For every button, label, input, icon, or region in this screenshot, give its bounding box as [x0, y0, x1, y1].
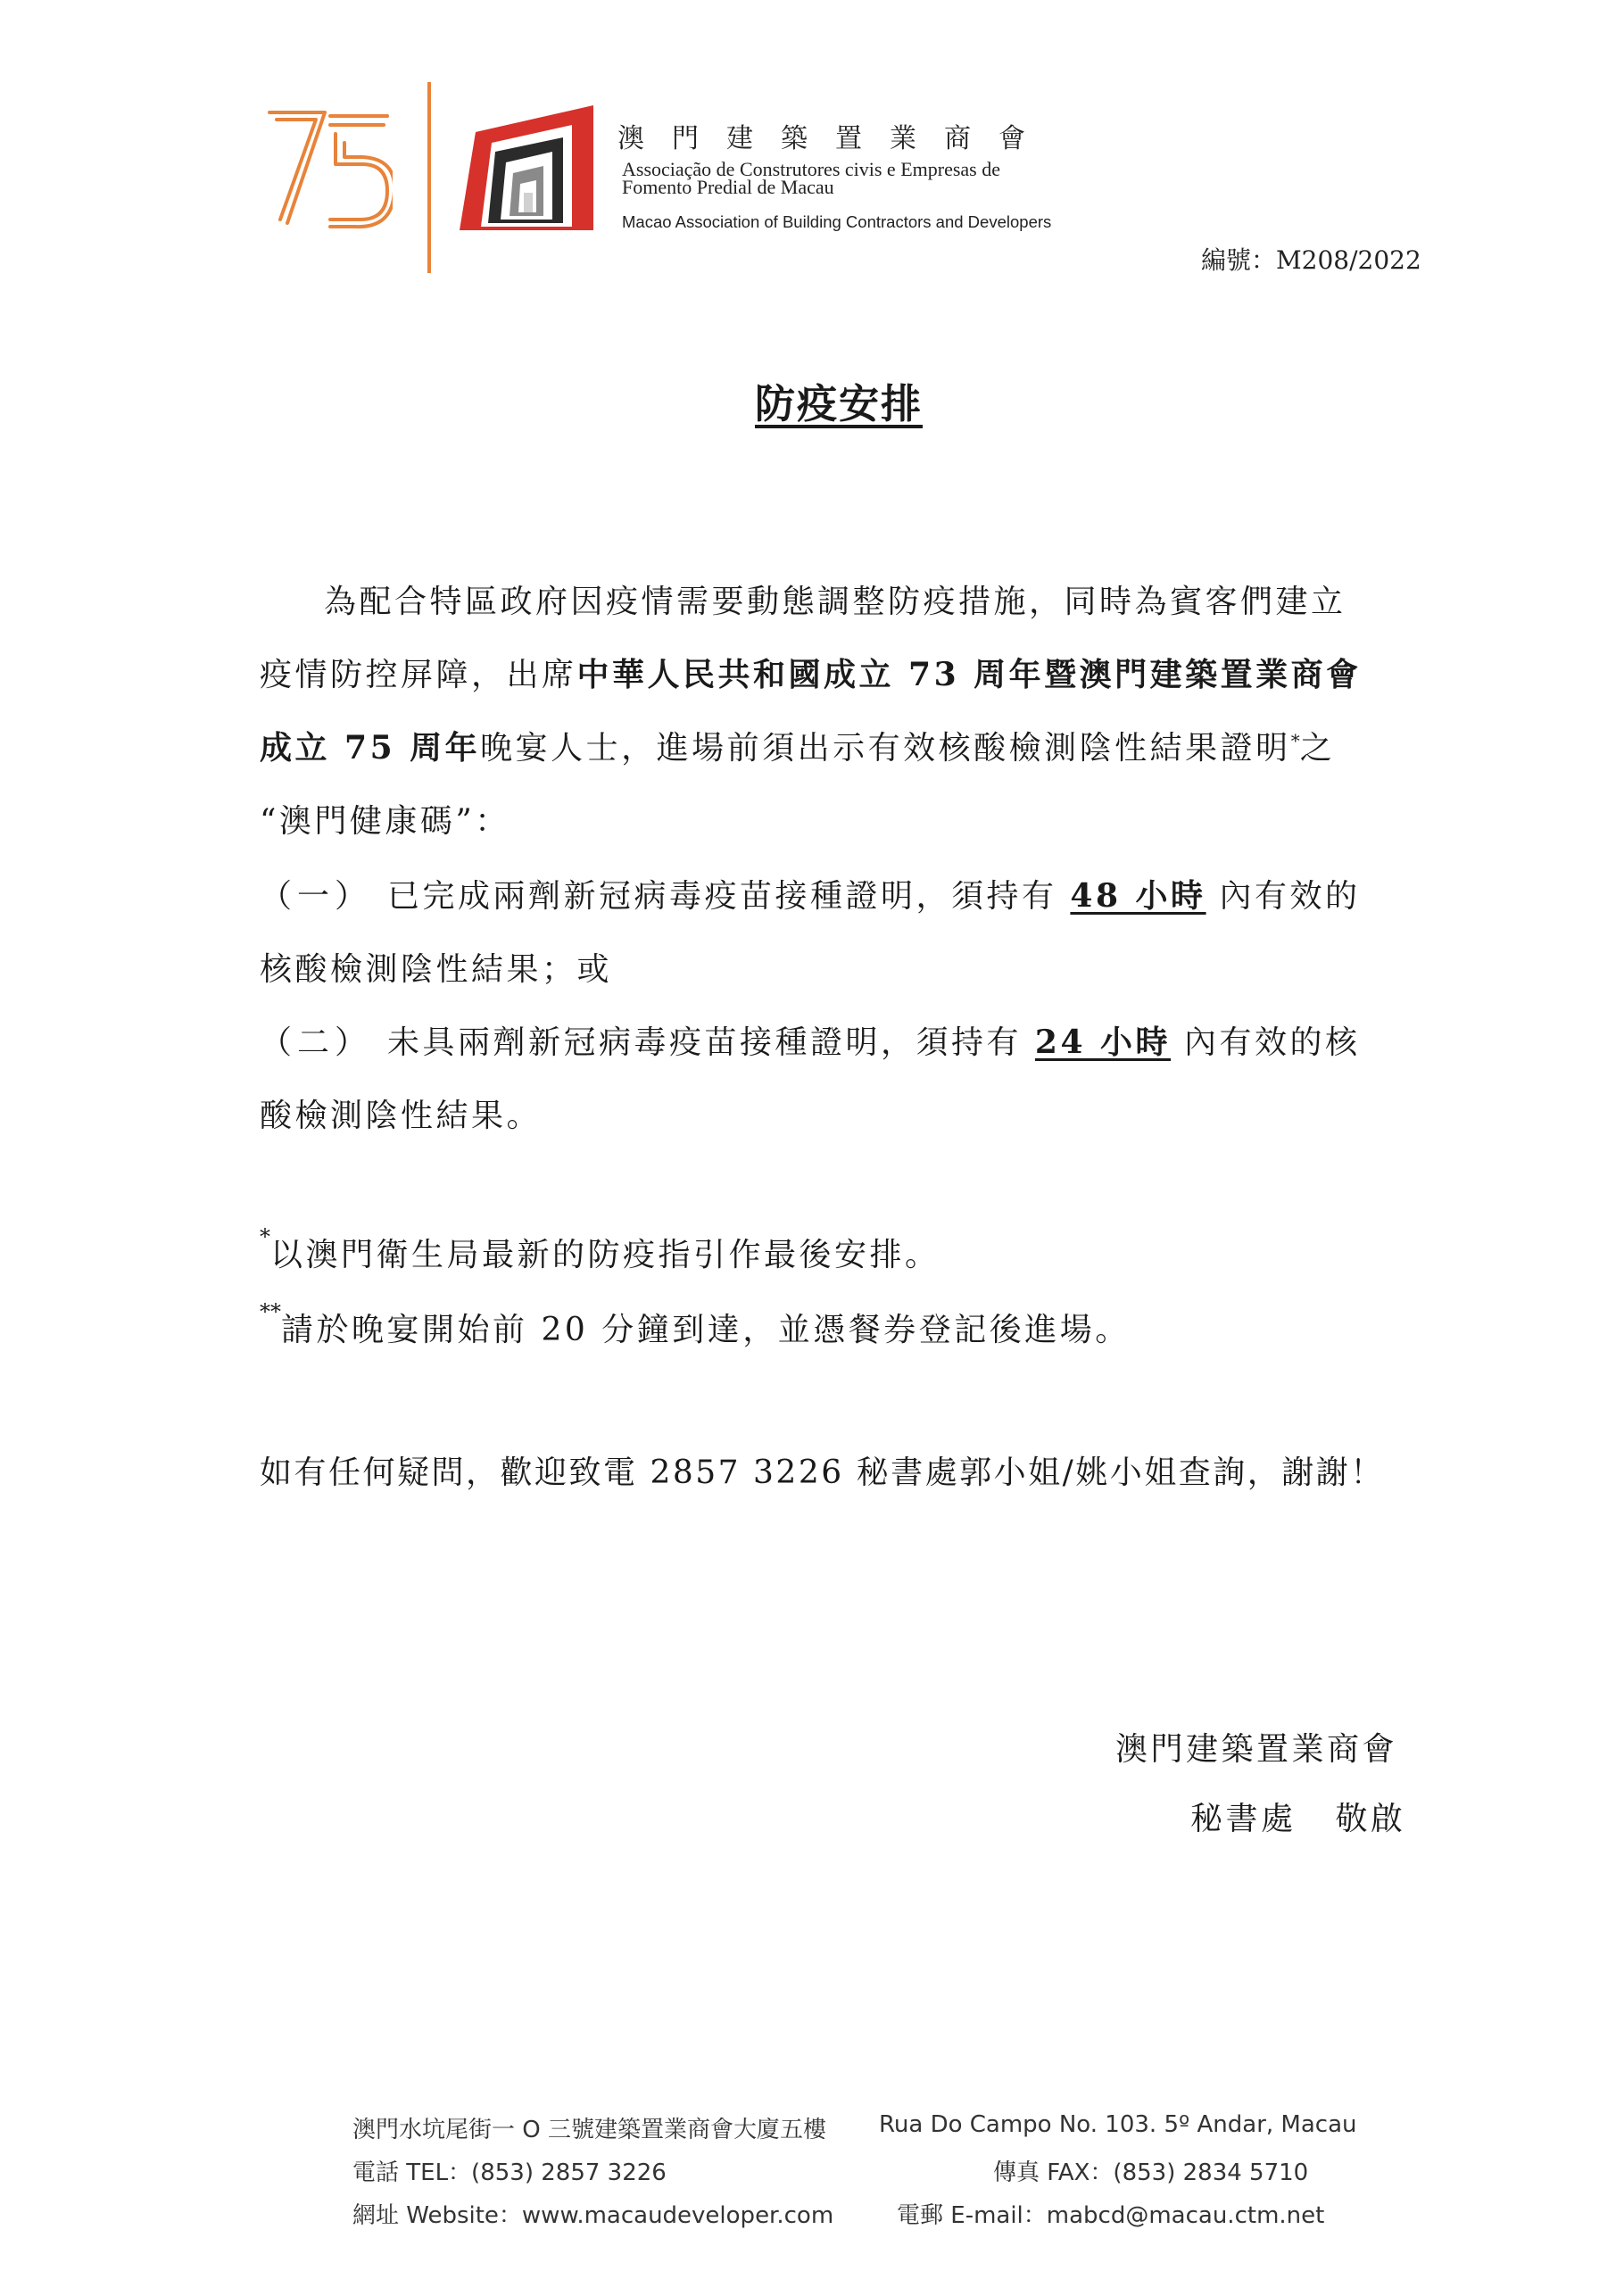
body-line-2: [260, 650, 1362, 695]
org-name-english: Macao Association of Building Contractors and Developers: [622, 212, 1052, 231]
list-item-1: [260, 871, 1361, 916]
body-line-3: [260, 723, 1335, 768]
contact-line: 如有任何疑問，歡迎致電 2857 3226 秘書處郭小姐/姚小姐查詢，謝謝！: [260, 1455, 1385, 1491]
list-item-2-hours: 24 小時: [1034, 1024, 1172, 1061]
list-item-2: [260, 1017, 1361, 1063]
org-name-chinese: 澳門建築置業商會: [617, 123, 1053, 154]
event-name-bold-cont: 成立 75 周年: [260, 729, 481, 767]
org-name-portuguese: [622, 158, 1000, 198]
body-line-4: “澳門健康碼”：: [260, 803, 510, 840]
list-item-2-cont: 酸檢測陰性結果。: [260, 1098, 543, 1134]
body-line-3-end: 之: [1299, 730, 1336, 767]
org-name-pt-line2: Fomento Predial de Macau: [622, 176, 834, 198]
body-line-2-text: 疫情防控屏障，出席: [260, 657, 577, 693]
footer-address-zh: 澳門水坑尾街一 O 三號建築置業商會大廈五樓: [352, 2117, 826, 2143]
signature-dept-line: [1190, 1794, 1406, 1839]
footnote-2: [260, 1299, 1131, 1350]
footnote-2-text: 請於晚宴開始前 20 分鐘到達，並憑餐券登記後進場。: [281, 1312, 1131, 1348]
footer-address-pt: Rua Do Campo No. 103. 5º Andar, Macau: [879, 2111, 1357, 2138]
footer-tel: 電話 TEL：(853) 2857 3226: [352, 2159, 667, 2186]
signature-dept: 秘書處: [1190, 1801, 1297, 1837]
document-title: 防疫安排: [754, 380, 923, 427]
footnote-1: [260, 1224, 940, 1275]
signature-closing: 敬啟: [1335, 1801, 1406, 1837]
header-divider: [427, 82, 431, 273]
association-building-logo: [460, 105, 598, 230]
signature-org: 澳門建築置業商會: [1115, 1731, 1398, 1768]
footnote-marker: *: [1290, 730, 1300, 751]
list-item-2-label: （二）: [260, 1024, 373, 1061]
event-name-bold: 中華人民共和國成立 73 周年暨澳門建築置業商會: [576, 656, 1362, 693]
list-item-1-hours: 48 小時: [1070, 877, 1206, 915]
list-item-1-label: （一）: [260, 878, 373, 915]
footer-fax: 傳真 FAX：(853) 2834 5710: [993, 2159, 1309, 2186]
list-item-2-text: 未具兩劑新冠病毒疫苗接種證明，須持有: [386, 1024, 1022, 1061]
list-item-1-cont: 核酸檢測陰性結果；或: [260, 951, 613, 988]
body-line-3-text: 晚宴人士，進場前須出示有效核酸檢測陰性結果證明: [480, 730, 1291, 767]
body-line-1: 為配合特區政府因疫情需要動態調整防疫措施，同時為賓客們建立: [324, 584, 1346, 620]
footer-website[interactable]: 網址 Website：www.macaudeveloper.com: [352, 2202, 834, 2229]
anniversary-75-logo: [266, 105, 393, 230]
org-name-pt-line1: Associação de Construtores civis e Empresas de: [622, 158, 1000, 180]
footnote-2-mark: **: [260, 1299, 281, 1324]
footnote-1-mark: *: [260, 1224, 270, 1249]
footnote-1-text: 以澳門衛生局最新的防疫指引作最後安排。: [270, 1237, 940, 1273]
list-item-1-text: 已完成兩劑新冠病毒疫苗接種證明，須持有: [386, 878, 1057, 915]
list-item-2-text-end: 內有效的核: [1184, 1024, 1361, 1061]
list-item-1-text-end: 內有效的: [1219, 878, 1361, 915]
footer-email[interactable]: 電郵 E-mail：mabcd@macau.ctm.net: [897, 2202, 1325, 2229]
reference-number: 編號：M208/2022: [1201, 245, 1421, 275]
